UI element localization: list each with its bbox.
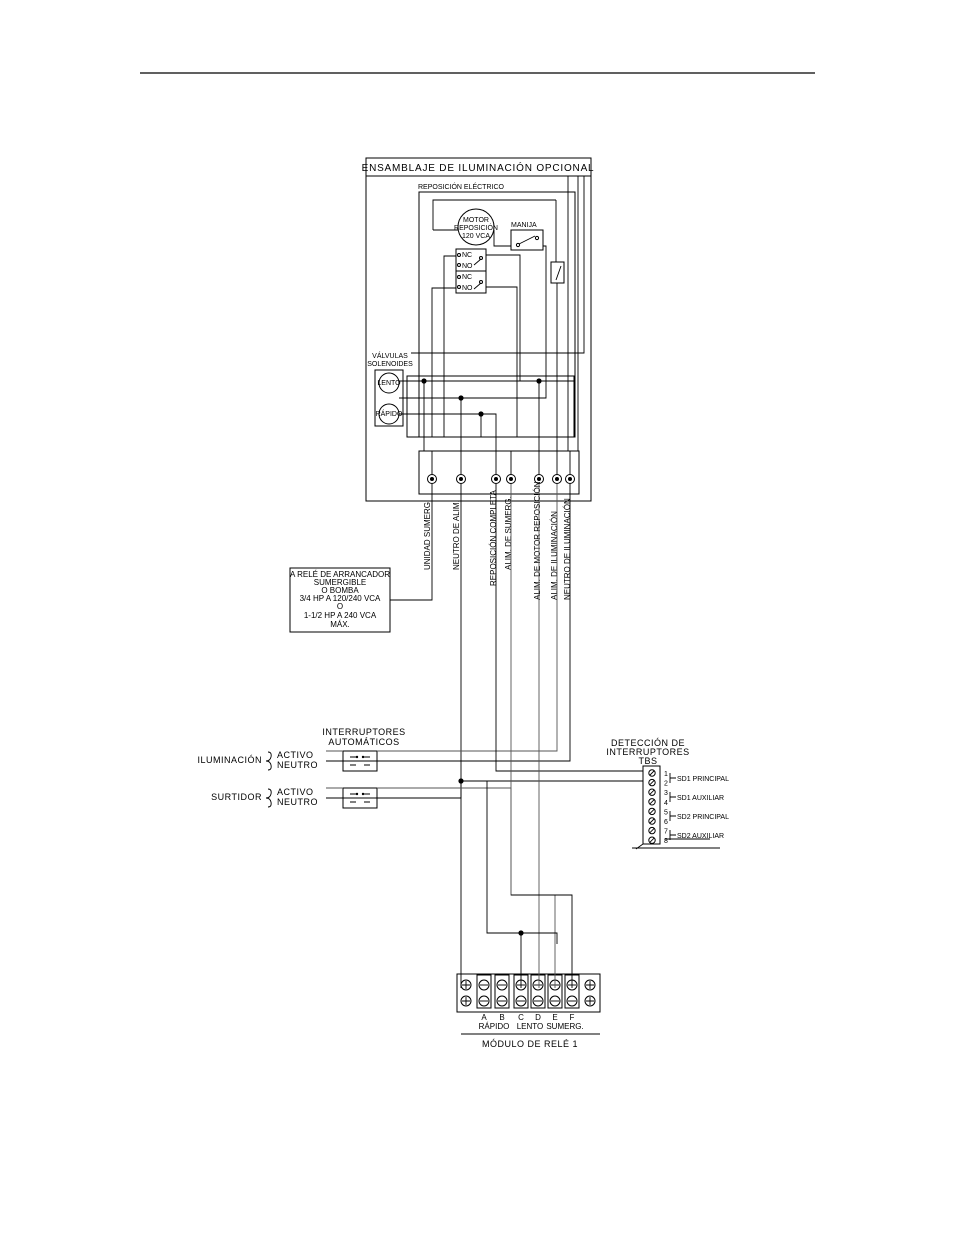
junction-dot <box>458 395 463 400</box>
terminal-label: ALIM. DE SUMERG. <box>504 496 513 570</box>
valve-slow-label: LENTO <box>377 380 401 387</box>
terminal-label: REPOSICIÓN COMPLETA <box>489 490 498 586</box>
tbs-number: 2 <box>664 780 668 788</box>
motor-label: 120 VCA <box>461 233 491 240</box>
note-line: 3/4 HP A 120/240 VCA <box>299 594 381 603</box>
wire <box>650 781 654 785</box>
terminal-label: UNIDAD SUMERG. <box>423 499 432 570</box>
relay-letter: D <box>535 1013 541 1022</box>
wire <box>670 811 676 821</box>
wire <box>650 800 654 804</box>
relay-terminals <box>461 975 595 1008</box>
wire <box>462 997 470 1005</box>
assembly-terminals <box>428 451 575 484</box>
junction-dot <box>458 778 463 783</box>
terminal-label: NEUTRO DE ALIM. <box>452 500 461 570</box>
wire <box>461 781 521 988</box>
relay-group: RÁPIDO <box>478 1022 510 1031</box>
tbs-number: 1 <box>664 771 668 778</box>
wire <box>586 997 594 1005</box>
wire <box>486 287 517 437</box>
contact-label: NC <box>462 252 473 259</box>
relay-letter: B <box>499 1013 505 1022</box>
detection-title: INTERRUPTORES <box>606 747 690 757</box>
terminal-label: ALIM. DE ILUMINACIÓN <box>550 511 559 600</box>
wire <box>481 414 496 451</box>
wire <box>650 809 654 813</box>
breaker-contact <box>362 793 364 795</box>
junction-dot <box>478 411 483 416</box>
wire <box>486 255 539 381</box>
wire <box>670 792 676 802</box>
relay-module-labels <box>461 1013 600 1049</box>
detection-title: DETECCIÓN DE <box>610 738 686 748</box>
tbs-label: SD1 PRINCIPAL <box>677 776 729 783</box>
contact-label: NO <box>462 263 473 270</box>
terminal-screw-center <box>494 477 498 481</box>
note-line: SUMERGIBLE <box>313 578 367 587</box>
wire <box>347 761 373 798</box>
tbs-number: 7 <box>664 828 668 836</box>
assembly-title: ENSAMBLAJE DE ILUMINACIÓN OPCIONAL <box>361 163 595 174</box>
reset-label: REPOSICIÓN ELÉCTRICO <box>418 184 504 191</box>
breaker-contact <box>362 756 364 758</box>
terminal-screw-center <box>568 477 572 481</box>
terminal-screw-center <box>509 477 513 481</box>
relay-group: LENTO <box>516 1022 544 1031</box>
contact-label: NO <box>462 285 473 292</box>
valves-label: SOLENOIDES <box>367 361 413 368</box>
tbs-number: 3 <box>664 790 668 798</box>
note-line: O <box>336 602 344 611</box>
note-line: MÁX. <box>330 620 350 629</box>
wire <box>444 256 456 437</box>
contact-label: NC <box>462 274 473 281</box>
lighting-switch <box>551 262 564 283</box>
breaker-contact <box>356 756 358 758</box>
active-label: ACTIVO <box>277 750 314 760</box>
brace-icon <box>266 752 271 770</box>
wire <box>399 246 546 398</box>
tbs-number: 5 <box>664 809 668 817</box>
breaker-contact <box>356 793 358 795</box>
wire <box>399 414 481 437</box>
wire <box>670 830 676 840</box>
terminal-screw-center <box>430 477 434 481</box>
terminal-label: NEUTRO DE ILUMINACIÓN <box>563 498 572 600</box>
valves-label: VÁLVULAS <box>372 353 408 360</box>
terminal-label: ALIM. DE MOTOR REPOSICIÓN <box>533 481 542 600</box>
tbs-rows <box>649 770 729 845</box>
tbs-label: TBS <box>638 756 658 766</box>
circuit-breakers <box>197 727 405 808</box>
tbs-number: 6 <box>664 819 668 826</box>
relay-module-title: MÓDULO DE RELÉ 1 <box>481 1039 579 1049</box>
wire <box>650 771 654 775</box>
relay-group: SUMERG. <box>546 1022 584 1031</box>
wire <box>650 838 654 842</box>
wire <box>650 819 654 823</box>
wire <box>586 981 594 989</box>
terminal-screw-center <box>555 477 559 481</box>
note-line: A RELÉ DE ARRANCADOR <box>289 570 391 579</box>
motor-label: MOTOR <box>463 217 489 224</box>
terminal-screw-center <box>459 477 463 481</box>
lighting-assembly <box>362 158 595 501</box>
breakers-title: INTERRUPTORES <box>322 727 406 737</box>
wire <box>650 790 654 794</box>
junction-dot <box>421 378 426 383</box>
breakers-title: AUTOMÁTICOS <box>328 737 400 747</box>
junction-dot <box>536 378 541 383</box>
motor-label: REPOSICIÓN <box>454 225 498 232</box>
brace-icon <box>266 789 271 807</box>
neutral-label: NEUTRO <box>277 797 318 807</box>
relay-letter: E <box>552 1013 558 1022</box>
relay-letter: C <box>518 1013 524 1022</box>
wire <box>650 829 654 833</box>
tbs-number: 8 <box>664 838 668 846</box>
relay-letter: F <box>569 1013 575 1022</box>
valve-fast-label: RÁPIDO <box>375 411 403 418</box>
wire <box>670 773 676 783</box>
tbs-label: SD2 AUXILIAR <box>677 833 725 840</box>
tbs-label: SD1 AUXILIAR <box>677 795 725 802</box>
pump-relay-note <box>290 568 390 632</box>
dispenser-label: SURTIDOR <box>211 792 262 802</box>
tbs-number: 4 <box>664 799 668 807</box>
lighting-label: ILUMINACIÓN <box>197 755 262 765</box>
handle-label: MANIJA <box>511 222 537 229</box>
wire <box>411 176 584 353</box>
note-line: 1-1/2 HP A 240 VCA <box>303 611 377 620</box>
tbs-label: SD2 PRINCIPAL <box>677 814 729 821</box>
active-label: ACTIVO <box>277 787 314 797</box>
neutral-label: NEUTRO <box>277 760 318 770</box>
terminal-screw-center <box>537 477 541 481</box>
relay-letter: A <box>481 1013 487 1022</box>
wire <box>462 981 470 989</box>
assembly-terminal-strip <box>419 451 579 494</box>
junction-dot <box>518 930 523 935</box>
note-line: O BOMBA <box>321 586 359 595</box>
terminal-labels <box>423 481 572 600</box>
wire <box>326 781 461 798</box>
